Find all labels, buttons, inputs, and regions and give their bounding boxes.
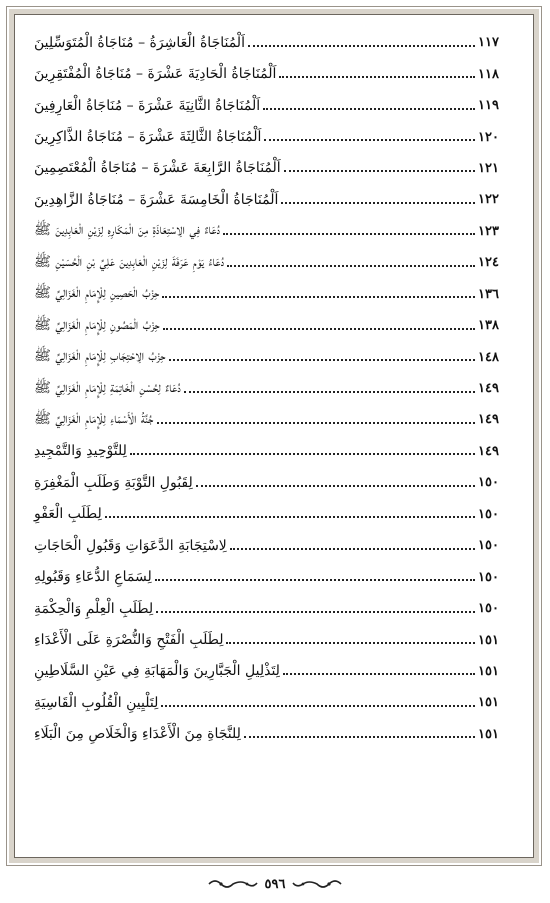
toc-entry-page-number: ١٢٠ <box>478 129 499 145</box>
toc-entry[interactable] <box>32 247 518 278</box>
toc-entry-page-number: ١٥١ <box>478 663 499 679</box>
toc-entry-page-number: ١٥٠ <box>478 601 499 617</box>
toc-entry-title: حِزْبُ الِاحْتِجَابِ لِلْإِمَامِ الْغَزَالِيِّ ﷺ <box>34 348 166 365</box>
toc-entry-page-number: ١٢٤ <box>478 255 499 271</box>
toc-entry[interactable] <box>32 121 518 152</box>
dot-leader <box>157 422 475 424</box>
page-number: ٥٩٦ <box>264 876 286 892</box>
toc-entry-title: اَلْمُنَاجَاةُ الْخَامِسَةَ عَشْرَةَ – مُنَاجَاةُ الزَّاهِدِينَ <box>34 191 279 208</box>
toc-entry[interactable] <box>32 593 518 624</box>
dot-leader <box>244 736 475 738</box>
toc-entry-page-number: ١٥١ <box>478 632 499 648</box>
dot-leader <box>230 548 475 550</box>
dot-leader <box>105 516 475 518</box>
toc-entry[interactable] <box>32 153 518 184</box>
dot-leader <box>155 579 475 581</box>
toc-entry-title: لِطَلَبِ الْفَتْحِ وَالنُّصْرَةِ عَلَى الْأَعْدَاءِ <box>34 632 224 649</box>
dot-leader <box>263 108 475 110</box>
toc-entry-page-number: ١٢١ <box>478 160 499 176</box>
dot-leader <box>223 233 475 235</box>
toc-entry-title: اَلْمُنَاجَاةُ الْحَادِيَةَ عَشْرَةَ – مُنَاجَاةُ الْمُفْتَقِرِينَ <box>34 66 277 83</box>
dot-leader <box>184 391 475 393</box>
toc-entry-title: جُنَّةُ الْأَسْمَاءِ لِلْإِمَامِ الْغَزَالِيِّ ﷺ <box>34 410 154 427</box>
left-ornament-icon <box>207 877 259 891</box>
toc-entry[interactable] <box>32 530 518 561</box>
toc-entry[interactable] <box>32 467 518 498</box>
dot-leader <box>264 139 475 141</box>
page-footer <box>0 872 550 896</box>
toc-entry-title: حِزْبُ الْحَصِينِ لِلْإِمَامِ الْغَزَالِيِّ ﷺ <box>34 285 160 302</box>
toc-entry-page-number: ١١٨ <box>478 66 499 82</box>
dot-leader <box>161 705 475 707</box>
toc-entry-title: دُعَاءُ يَوْمِ عَرَفَةَ لِزَيْنِ الْعَابِدِينَ عَلِيِّ بْنِ الْحُسَيْنِ ﷺ <box>34 253 225 270</box>
dot-leader <box>156 611 475 613</box>
toc-entry-title: لِتَلْيِينِ الْقُلُوبِ الْقَاسِيَةِ <box>34 694 159 711</box>
toc-entry[interactable] <box>32 561 518 592</box>
toc-entry-page-number: ١٥٠ <box>478 569 499 585</box>
toc-entry-title: حِزْبُ الْمَصُونِ لِلْإِمَامِ الْغَزَالِيِّ ﷺ <box>34 316 160 333</box>
toc-entry-page-number: ١٢٣ <box>478 223 499 239</box>
toc-entry-title: دُعَاءٌ لِحُسْنِ الْخَاتِمَةِ لِلْإِمَامِ الْغَزَالِيِّ ﷺ <box>34 379 181 396</box>
dot-leader <box>226 642 475 644</box>
toc-entry-title: اَلْمُنَاجَاةُ الرَّابِعَةَ عَشْرَةَ – مُنَاجَاةُ الْمُعْتَصِمِينَ <box>34 160 281 177</box>
dot-leader <box>227 265 475 267</box>
toc-entry[interactable] <box>32 624 518 655</box>
toc-entry-page-number: ١٢٢ <box>478 192 499 208</box>
dot-leader <box>130 453 475 455</box>
dot-leader <box>248 45 475 47</box>
toc-entry[interactable] <box>32 436 518 467</box>
right-ornament-icon <box>291 877 343 891</box>
toc-entry-title: لِلتَّوْحِيدِ وَالتَّمْجِيدِ <box>34 443 127 460</box>
toc-entry[interactable] <box>32 279 518 310</box>
toc-entry-title: لِتَذْلِيلِ الْجَبَّارِينَ وَالْمَهَابَةِ فِي عَيْنِ السَّلَاطِينِ <box>34 663 280 680</box>
toc-entry[interactable] <box>32 341 518 372</box>
toc-entry-page-number: ١٤٩ <box>478 443 499 459</box>
toc-entry-title: لِطَلَبِ الْعِلْمِ وَالْحِكْمَةِ <box>34 600 154 617</box>
toc-entry-page-number: ١٤٩ <box>478 412 499 428</box>
toc-entry-page-number: ١٤٩ <box>478 381 499 397</box>
dot-leader <box>162 296 475 298</box>
toc-entry-page-number: ١٣٦ <box>478 286 499 302</box>
toc-entry-title: لِسَمَاعِ الدُّعَاءِ وَقَبُولِهِ <box>34 569 152 586</box>
toc-entry-title: لِقَبُولِ التَّوْبَةِ وَطَلَبِ الْمَغْفِرَةِ <box>34 474 193 491</box>
toc-entry[interactable] <box>32 687 518 718</box>
toc-entry-page-number: ١٤٨ <box>478 349 499 365</box>
toc-entry-page-number: ١٥١ <box>478 726 499 742</box>
toc-entry-page-number: ١٥٠ <box>478 475 499 491</box>
toc-entry-title: لِاسْتِجَابَةِ الدَّعَوَاتِ وَقَبُولِ الْحَاجَاتِ <box>34 537 227 554</box>
toc-entry[interactable] <box>32 404 518 435</box>
toc-entry[interactable] <box>32 27 518 58</box>
toc-entry-page-number: ١١٩ <box>478 98 499 114</box>
dot-leader <box>284 170 475 172</box>
dot-leader <box>196 485 475 487</box>
table-of-contents <box>32 27 518 750</box>
toc-entry[interactable] <box>32 719 518 750</box>
toc-entry-title: اَلْمُنَاجَاةُ الثَّالِثَةَ عَشْرَةَ – مُنَاجَاةُ الذَّاكِرِينَ <box>34 129 262 146</box>
toc-entry-page-number: ١١٧ <box>478 35 499 51</box>
dot-leader <box>281 202 475 204</box>
toc-entry-title: اَلْمُنَاجَاةُ الْعَاشِرَةُ – مُنَاجَاةُ الْمُتَوَسِّلِينَ <box>34 34 245 51</box>
toc-entry-page-number: ١٥٠ <box>478 538 499 554</box>
toc-entry[interactable] <box>32 90 518 121</box>
toc-entry[interactable] <box>32 656 518 687</box>
dot-leader <box>283 673 475 675</box>
toc-entry[interactable] <box>32 373 518 404</box>
toc-entry-page-number: ١٣٨ <box>478 318 499 334</box>
toc-entry-page-number: ١٥٠ <box>478 506 499 522</box>
toc-entry[interactable] <box>32 184 518 215</box>
toc-entry-title: اَلْمُنَاجَاةُ الثَّانِيَةَ عَشْرَةَ – مُنَاجَاةُ الْعَارِفِينَ <box>34 97 261 114</box>
toc-entry-title: لِلنَّجَاةِ مِنَ الْأَعْدَاءِ وَالْخَلَاصِ مِنَ الْبَلَاءِ <box>34 726 241 743</box>
dot-leader <box>163 328 475 330</box>
toc-entry[interactable] <box>32 499 518 530</box>
toc-entry-title: لِطَلَبِ الْعَفْوِ <box>34 506 102 523</box>
toc-entry[interactable] <box>32 58 518 89</box>
toc-entry[interactable] <box>32 216 518 247</box>
toc-entry-title: دُعَاءٌ فِي الِاسْتِعَاذَةِ مِنَ الْمَكَارِهِ لِزَيْنِ الْعَابِدِينَ ﷺ <box>34 222 221 239</box>
dot-leader <box>169 359 475 361</box>
toc-entry[interactable] <box>32 310 518 341</box>
toc-entry-page-number: ١٥١ <box>478 695 499 711</box>
dot-leader <box>279 76 475 78</box>
